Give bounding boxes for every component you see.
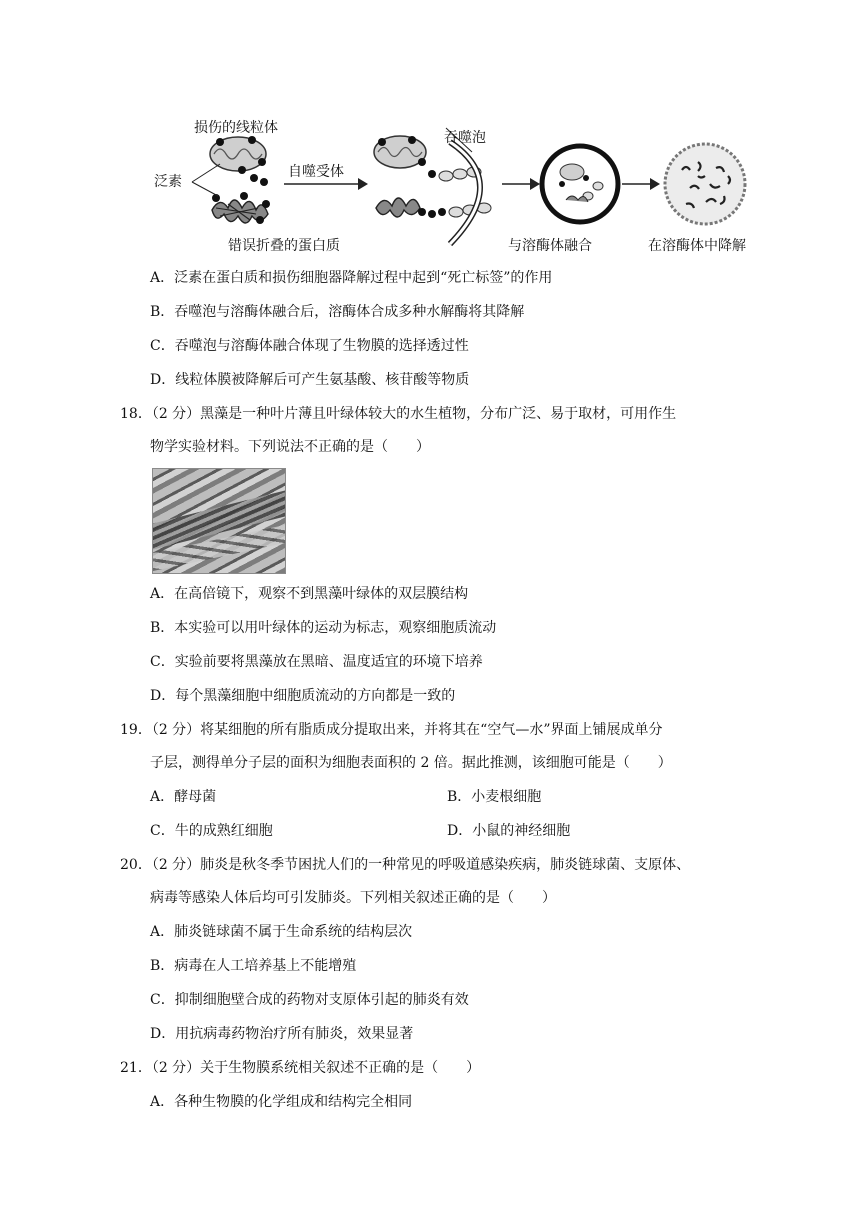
q18-option-d: D．每个黑藻细胞中细胞质流动的方向都是一致的 xyxy=(150,688,456,704)
label-phagosome: 吞噬泡 xyxy=(444,130,486,146)
label-damaged-mitochondria: 损伤的线粒体 xyxy=(194,120,278,136)
q20-option-b: B．病毒在人工培养基上不能增殖 xyxy=(150,958,357,974)
q20-stem-line2: 病毒等感染人体后均可引发肺炎。下列相关叙述正确的是（ ） xyxy=(150,890,556,906)
q19-stem-line2: 子层，测得单分子层的面积为细胞表面积的 2 倍。据此推测，该细胞可能是（ ） xyxy=(150,755,672,771)
q18-option-c: C．实验前要将黑藻放在黑暗、温度适宜的环境下培养 xyxy=(150,654,483,670)
label-lysosome-degradation: 在溶酶体中降解 xyxy=(648,238,746,254)
misfolded-protein-icon xyxy=(212,192,270,224)
q19-option-a: A．酵母菌 xyxy=(150,789,217,805)
label-misfolded-protein: 错误折叠的蛋白质 xyxy=(228,238,340,254)
q21-stem-line1: 21．（2 分）关于生物膜系统相关叙述不正确的是（ ） xyxy=(120,1060,481,1076)
q17-option-b: B．吞噬泡与溶酶体融合后，溶酶体合成多种水解酶将其降解 xyxy=(150,304,525,320)
q18-option-b: B．本实验可以用叶绿体的运动为标志，观察细胞质流动 xyxy=(150,620,497,636)
q20-stem-line1: 20．（2 分）肺炎是秋冬季节困扰人们的一种常见的呼吸道感染疾病，肺炎链球菌、支原体、 xyxy=(120,857,691,873)
label-ubiquitin: 泛素 xyxy=(154,174,182,190)
q19-option-d: D．小鼠的神经细胞 xyxy=(447,823,571,839)
lysosome-degradation-icon xyxy=(665,144,745,224)
q17-option-a: A．泛素在蛋白质和损伤细胞器降解过程中起到“死亡标签”的作用 xyxy=(150,270,553,286)
q19-option-c: C．牛的成熟红细胞 xyxy=(150,823,273,839)
q18-option-a: A．在高倍镜下，观察不到黑藻叶绿体的双层膜结构 xyxy=(150,586,469,602)
q18-stem-line2: 物学实验材料。下列说法不正确的是（ ） xyxy=(150,439,430,455)
q20-option-a: A．肺炎链球菌不属于生命系统的结构层次 xyxy=(150,924,413,940)
autophagy-diagram xyxy=(150,112,770,258)
q17-option-c: C．吞噬泡与溶酶体融合体现了生物膜的选择透过性 xyxy=(150,338,469,354)
label-lysosome-fusion: 与溶酶体融合 xyxy=(508,238,592,254)
q17-option-d: D．线粒体膜被降解后可产生氨基酸、核苷酸等物质 xyxy=(150,372,470,388)
q20-option-d: D．用抗病毒药物治疗所有肺炎，效果显著 xyxy=(150,1026,414,1042)
damaged-mitochondria-icon xyxy=(210,136,268,186)
q21-option-a: A．各种生物膜的化学组成和结构完全相同 xyxy=(150,1094,413,1110)
q19-stem-line1: 19．（2 分）将某细胞的所有脂质成分提取出来，并将其在“空气—水”界面上铺展成单分 xyxy=(120,722,663,738)
q20-option-c: C．抑制细胞壁合成的药物对支原体引起的肺炎有效 xyxy=(150,992,469,1008)
lysosome-fusion-icon xyxy=(542,146,618,222)
label-autophagy-receptor: 自噬受体 xyxy=(288,164,344,180)
q19-option-b: B．小麦根细胞 xyxy=(447,789,542,805)
q18-stem-line1: 18．（2 分）黑藻是一种叶片薄且叶绿体较大的水生植物，分布广泛、易于取材，可用作生 xyxy=(120,406,677,422)
elodea-micrograph xyxy=(152,468,286,574)
